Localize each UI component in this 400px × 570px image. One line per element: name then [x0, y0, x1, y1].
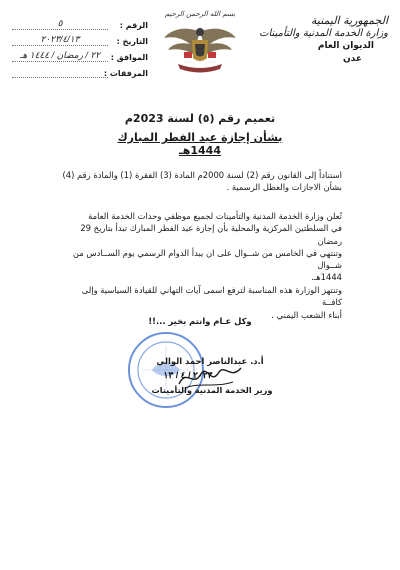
paragraph-announcement: تُعلن وزارة الخدمة المدنية والتأمينات لجميع موظفي وحدات الخدمة العامة في السلطتين المركزية والمحلية بأن إجازة عيد الفطر المبارك تبدأ بتاريخ 29 رمضان وتنتهي في الخامس من شــوال على ان يبدأ الدوام الرسمي يوم الســادس من شــوال 1444هـ.: [72, 211, 342, 283]
reference-block: [8, 16, 148, 80]
corresponding-date-value: ٢٢ / رمضان / ١٤٤٤ هـ: [12, 49, 108, 62]
corresponding-date-row: [8, 48, 148, 62]
paragraph-congratulations: وتنتهز الوزارة هذه المناسبة لترفع اسمى آيات التهاني للقيادة السياسية وإلى كافــة أبناء الشعب اليمني .: [81, 285, 342, 320]
corresponding-date-label: الموافق :: [110, 53, 148, 62]
reference-number-row: [8, 16, 148, 30]
circular-subject: بشأن إجازة عيد الفطر المبارك 1444هـ: [117, 131, 283, 157]
reference-number-value: ٥: [12, 17, 108, 30]
ministry-name: وزارة الخدمة المدنية والتأمينات: [259, 28, 388, 39]
date-row: [8, 32, 148, 46]
circular-title: تعميم رقم (٥) لسنة 2023م: [124, 112, 276, 125]
closing-greeting: وكل عـام وانتم بخير ...!!: [148, 316, 252, 326]
country-name: الجمهورية اليمنية: [310, 14, 388, 27]
reference-number-label: الرقم :: [119, 21, 148, 30]
signatory-title: وزير الخدمة المدنية والتأمينات: [151, 385, 273, 395]
organization-header: [258, 14, 388, 65]
signatory-name: أ.د. عبدالناصر احمد الوالي: [156, 356, 264, 366]
paragraph-legal-basis: استناداً إلى القانون رقم (2) لسنة 2000م المادة (3) الفقرة (1) والمادة رقم (4) بشأن الاجازات والعطل الرسمية .: [62, 170, 342, 193]
attachments-label: المرفقات :: [103, 69, 148, 78]
department-name: الديوان العام: [317, 41, 374, 51]
signature-date: ٢٠٢٣ / ٤ / ١٣: [163, 370, 213, 380]
attachments-row: [8, 64, 148, 78]
basmala: بسم الله الرحمن الرحيم: [164, 10, 236, 18]
date-label: التاريخ :: [116, 37, 148, 46]
city-name: عدن: [342, 54, 362, 64]
attachments-value: [12, 65, 108, 78]
date-value: ٢٠٢٣/٤/١٣: [12, 33, 108, 46]
eagle-emblem-icon: [160, 22, 240, 74]
